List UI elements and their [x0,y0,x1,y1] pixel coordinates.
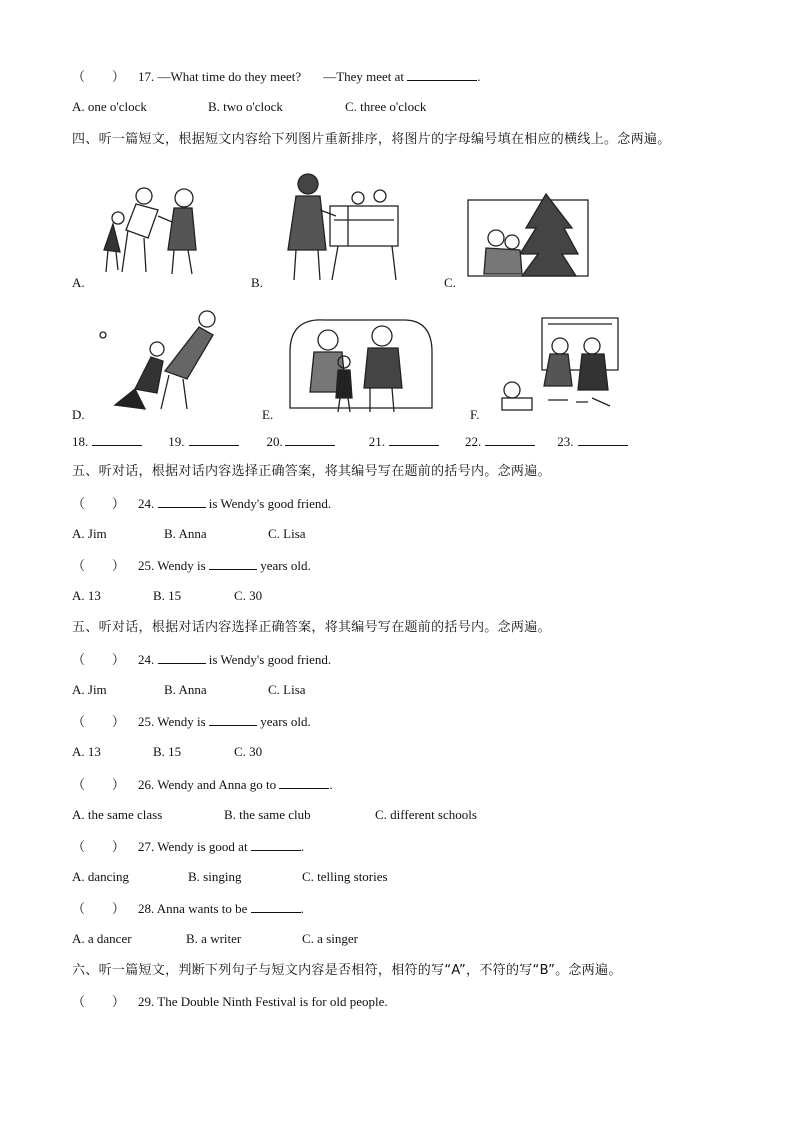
answer-blank-19[interactable] [189,433,239,446]
question-24: （ ） 24. is Wendy's good friend. [72,496,332,512]
blank-label: 20. [266,434,283,449]
options-24-repeat [72,682,306,698]
section-5-title: 五、听对话，根据对话内容选择正确答案，将其编号写在题前的括号内。念两遍。 [72,464,551,479]
picture-label-c: C. [444,275,456,290]
option-b[interactable]: B. singing [188,869,242,884]
answer-blank-21[interactable] [389,433,439,446]
option-a[interactable]: A. Jim [72,682,107,697]
picture-e [284,312,434,417]
answer-blank[interactable] [209,713,257,726]
option-a[interactable]: A. Jim [72,526,107,541]
options-24 [72,526,306,542]
option-b[interactable]: B. two o'clock [208,99,283,114]
answer-paren[interactable]: （ ） [72,497,126,512]
option-a[interactable]: A. one o'clock [72,99,147,114]
option-a[interactable]: A. the same class [72,807,163,822]
option-c[interactable]: C. 30 [234,588,263,603]
picture-f [488,310,628,415]
options-28 [72,931,358,947]
question-25-repeat: （ ） 25. Wendy is years old. [72,714,311,730]
option-a[interactable]: A. 13 [72,744,101,759]
question-28: （ ） 28. Anna wants to be . [72,901,304,917]
answer-blank[interactable] [251,900,301,913]
options-17 [72,99,426,115]
option-c[interactable]: C. Lisa [268,682,306,697]
answer-blank[interactable] [251,838,301,851]
answer-blank-20[interactable] [285,433,335,446]
option-b[interactable]: B. Anna [164,526,207,541]
picture-label-e: E. [262,407,274,422]
answer-paren[interactable]: （ ） [72,902,126,917]
answer-paren[interactable]: （ ） [72,559,126,574]
option-b[interactable]: B. 15 [153,588,182,603]
picture-label-a: A. [72,275,85,290]
answer-blank[interactable] [158,495,206,508]
answer-blank[interactable] [407,68,477,81]
answer-blank[interactable] [279,776,329,789]
option-c[interactable]: C. a singer [302,931,358,946]
question-17: （ ） 17. —What time do they meet? —They meet at . [72,69,481,85]
options-27 [72,869,388,885]
answer-paren[interactable]: （ ） [72,840,126,855]
answer-paren[interactable]: （ ） [72,995,126,1010]
picture-a [88,180,218,280]
answer-paren[interactable]: （ ） [72,653,126,668]
option-c[interactable]: C. Lisa [268,526,306,541]
picture-label-d: D. [72,407,85,422]
answer-paren[interactable]: （ ） [72,715,126,730]
blank-label: 23. [557,434,574,449]
options-25 [72,588,262,604]
picture-c [466,188,596,280]
answer-blank-23[interactable] [578,433,628,446]
option-c[interactable]: C. telling stories [302,869,388,884]
option-a[interactable]: A. dancing [72,869,130,884]
options-26 [72,807,477,823]
options-25-repeat [72,744,262,760]
picture-b [268,170,408,285]
question-24-repeat: （ ） 24. is Wendy's good friend. [72,652,332,668]
picture-label-b: B. [251,275,263,290]
answer-blank-22[interactable] [485,433,535,446]
option-b[interactable]: B. a writer [186,931,242,946]
option-b[interactable]: B. 15 [153,744,182,759]
option-c[interactable]: C. three o'clock [345,99,427,114]
option-c[interactable]: C. different schools [375,807,477,822]
option-a[interactable]: A. 13 [72,588,101,603]
section-6-title: 六、听一篇短文，判断下列句子与短文内容是否相符，相符的写“A”，不符的写“B”。念两遍。 [72,963,622,978]
blank-label: 22. [465,434,482,449]
answer-blank-18[interactable] [92,433,142,446]
option-c[interactable]: C. 30 [234,744,263,759]
answer-blank[interactable] [209,557,257,570]
blank-label: 21. [368,434,385,449]
picture-label-f: F. [470,407,480,422]
section-5-title-repeat: 五、听对话，根据对话内容选择正确答案，将其编号写在题前的括号内。念两遍。 [72,620,551,635]
section-4-title: 四、听一篇短文，根据短文内容给下列图片重新排序，将图片的字母编号填在相应的横线上。念两遍。 [72,132,671,147]
question-27: （ ） 27. Wendy is good at . [72,839,305,855]
picture-d [95,305,225,415]
blank-label: 19. [168,434,185,449]
question-26: （ ） 26. Wendy and Anna go to . [72,777,333,793]
answer-blanks-18-23 [72,433,628,450]
blank-label: 18. [72,434,89,449]
question-29: （ ） 29. The Double Ninth Festival is for old people. [72,994,388,1010]
option-a[interactable]: A. a dancer [72,931,132,946]
question-text: 17. —What time do they meet? [138,69,302,84]
option-b[interactable]: B. Anna [164,682,207,697]
answer-text: —They meet at [323,69,405,84]
answer-paren[interactable]: （ ） [72,778,126,793]
option-b[interactable]: B. the same club [224,807,311,822]
answer-blank[interactable] [158,651,206,664]
answer-paren[interactable]: （ ） [72,70,126,85]
question-25: （ ） 25. Wendy is years old. [72,558,311,574]
